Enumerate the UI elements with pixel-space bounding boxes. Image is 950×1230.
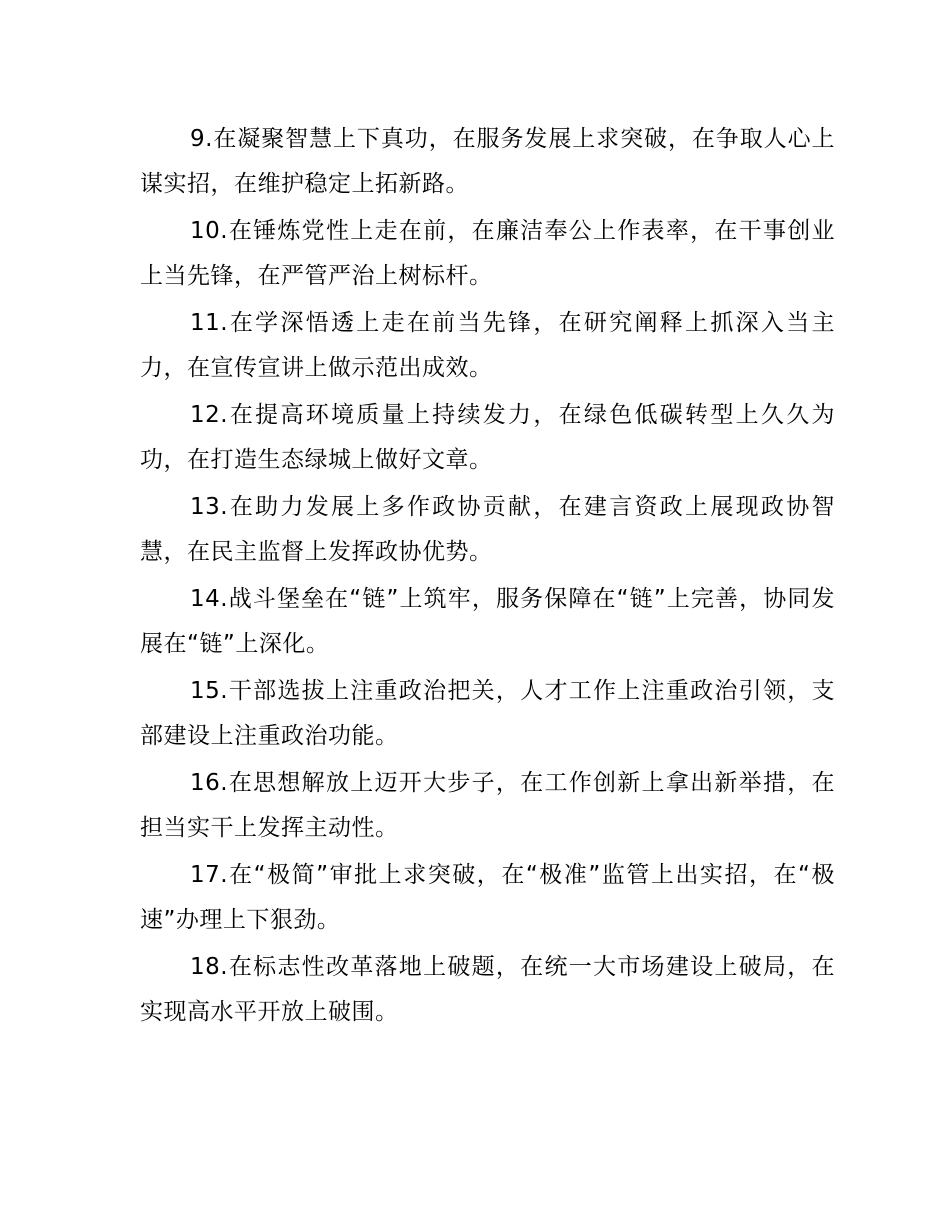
paragraph-13: 13.在助力发展上多作政协贡献，在建言资政上展现政协智慧，在民主监督上发挥政协优势。 [140,494,835,565]
paragraph-18: 18.在标志性改革落地上破题，在统一大市场建设上破局，在实现高水平开放上破围。 [140,954,835,1025]
paragraph-14: 14.战斗堡垒在“链”上筑牢，服务保障在“链”上完善，协同发展在“链”上深化。 [140,586,835,657]
paragraph-11: 11.在学深悟透上走在前当先锋，在研究阐释上抓深入当主力，在宣传宣讲上做示范出成效。 [140,310,835,381]
document-body [140,117,835,1037]
paragraph-17: 17.在“极简”审批上求突破，在“极准”监管上出实招，在“极速”办理上下狠劲。 [140,862,835,933]
paragraph-16: 16.在思想解放上迈开大步子，在工作创新上拿出新举措，在担当实干上发挥主动性。 [140,770,835,841]
paragraph-10: 10.在锤炼党性上走在前，在廉洁奉公上作表率，在干事创业上当先锋，在严管严治上树标杆。 [140,218,835,289]
paragraph-9: 9.在凝聚智慧上下真功，在服务发展上求突破，在争取人心上谋实招，在维护稳定上拓新路。 [140,126,835,197]
paragraph-15: 15.干部选拔上注重政治把关，人才工作上注重政治引领，支部建设上注重政治功能。 [140,678,835,749]
paragraph-12: 12.在提高环境质量上持续发力，在绿色低碳转型上久久为功，在打造生态绿城上做好文章。 [140,402,835,473]
